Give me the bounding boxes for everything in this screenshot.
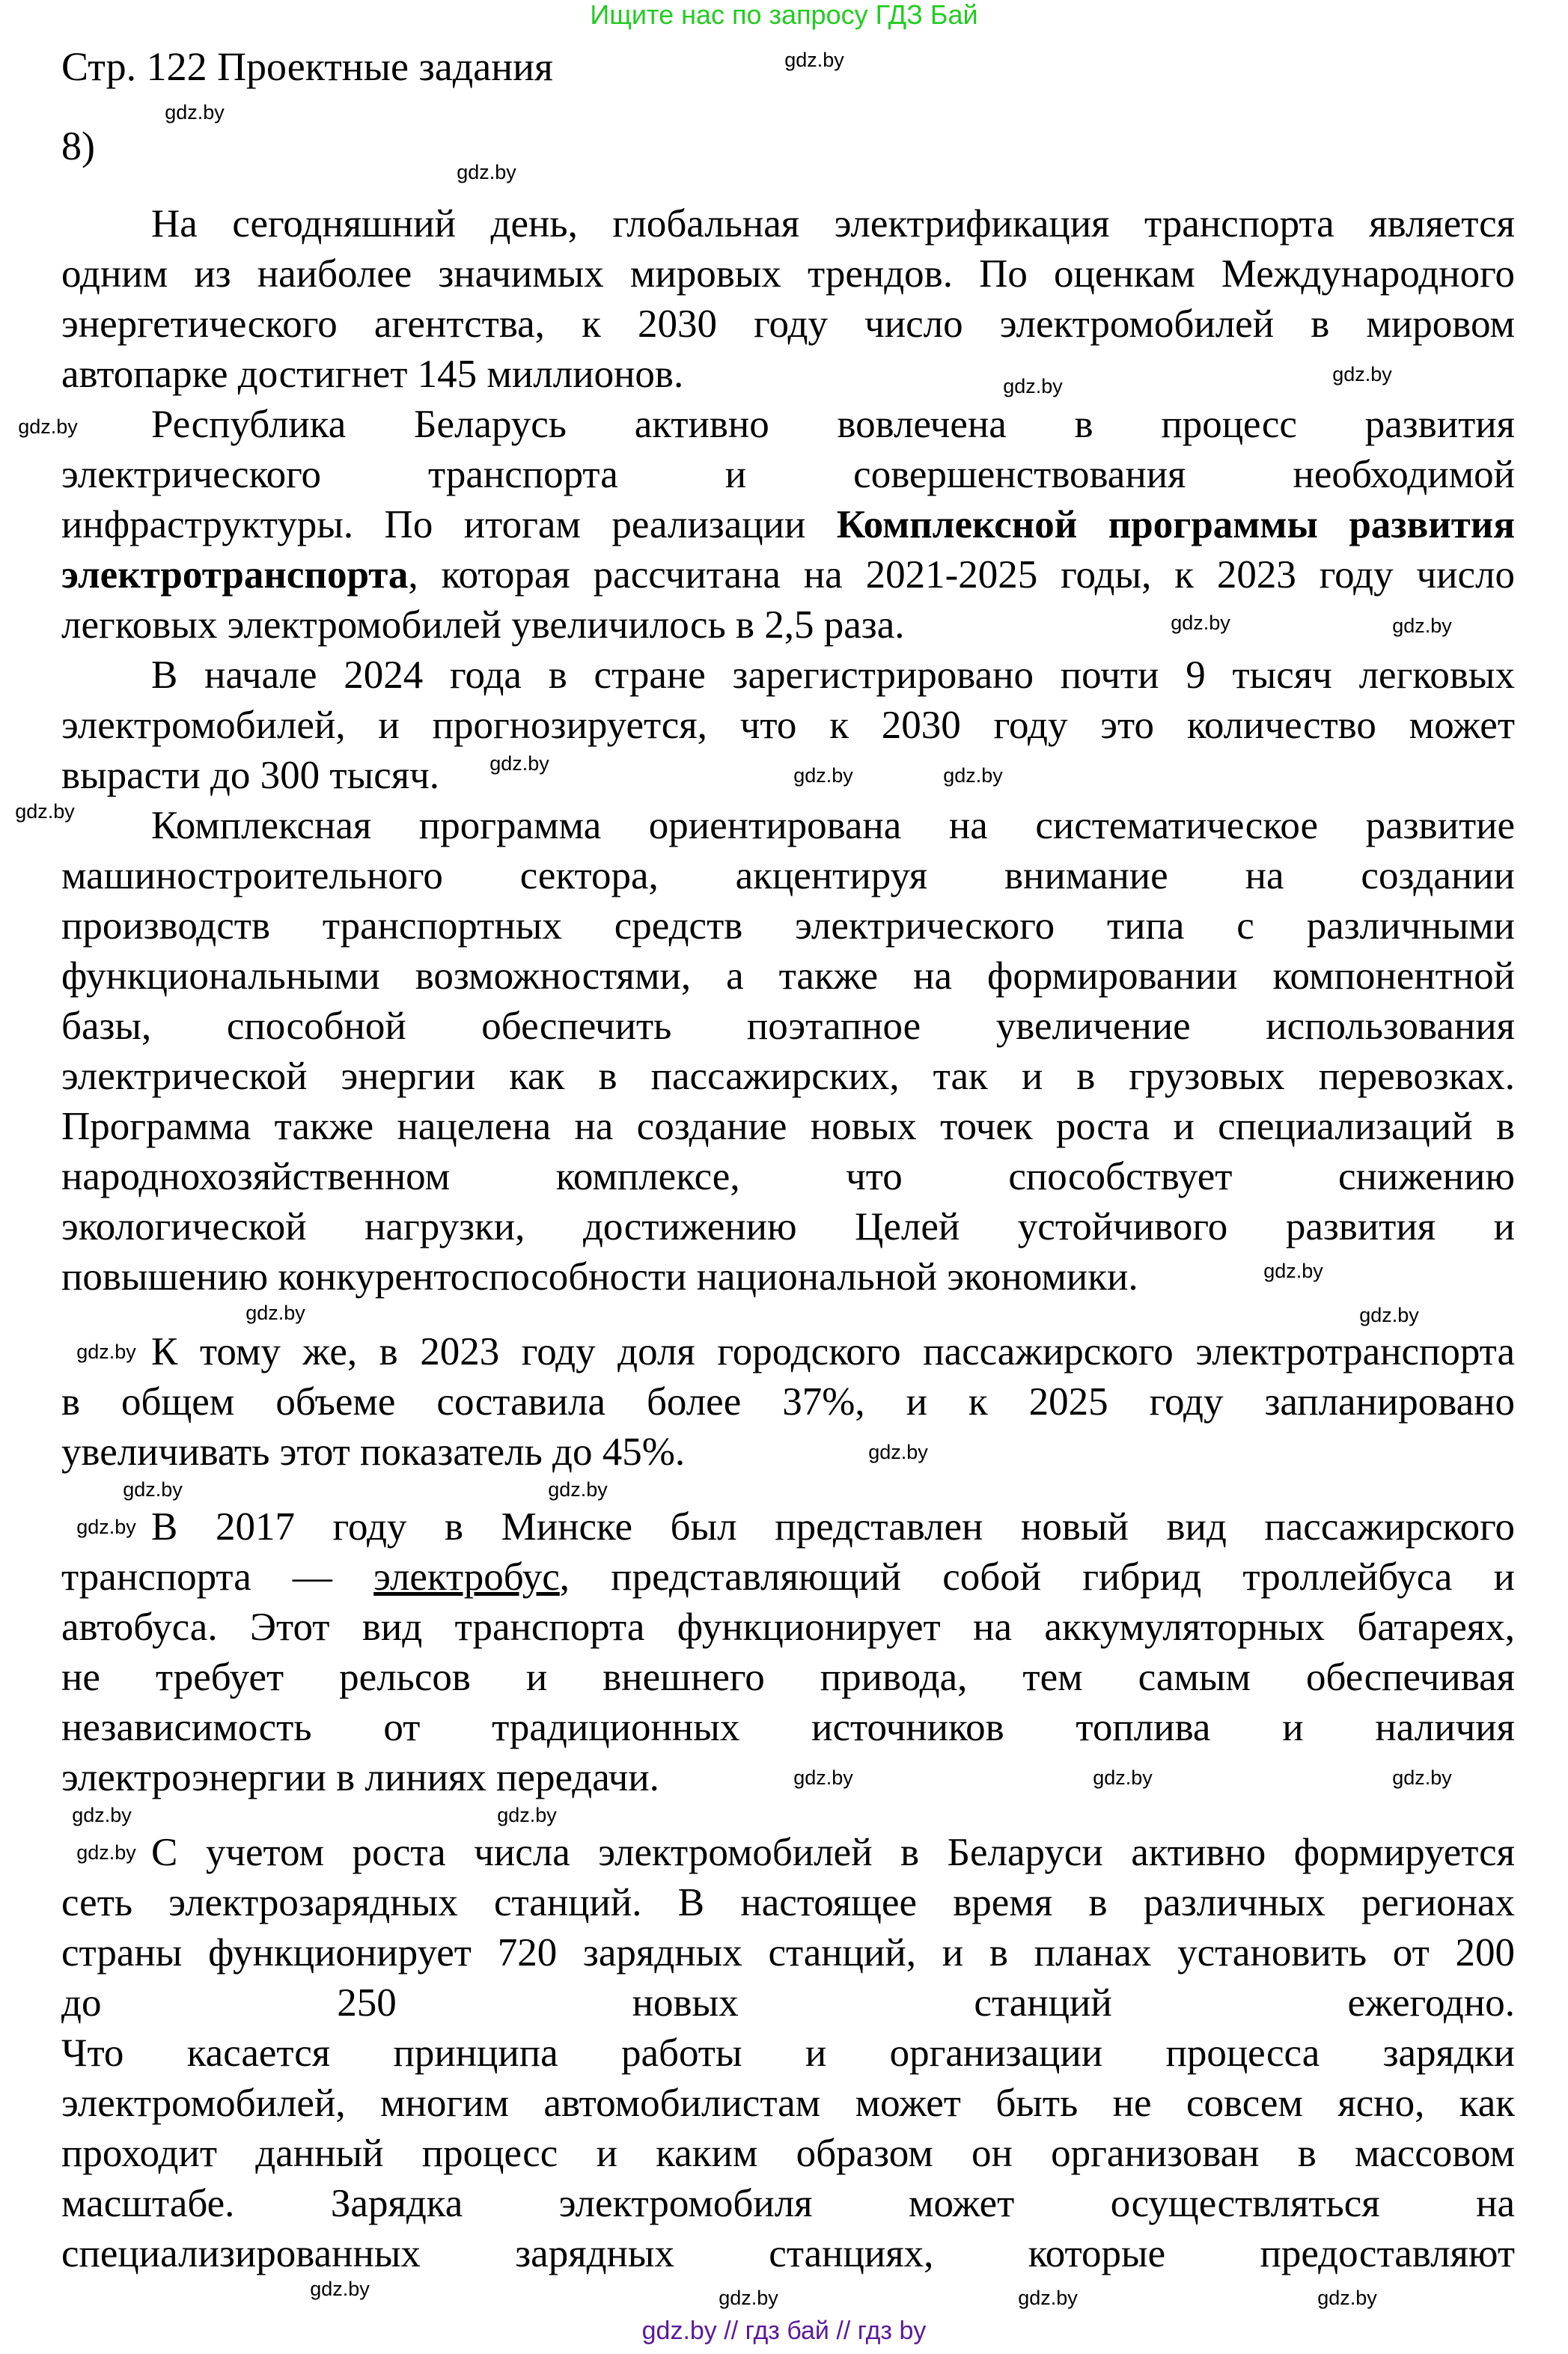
watermark: gdz.by <box>1332 363 1392 385</box>
text-segment: базы, способной обеспечить поэтапное увеличение использования <box>61 1004 1515 1048</box>
task-number: 8) <box>61 124 95 168</box>
text-segment: электроэнергии в линиях передачи. <box>61 1756 659 1799</box>
text-line <box>61 500 1515 550</box>
text-line <box>61 1978 1515 2028</box>
watermark: gdz.by <box>1018 2287 1078 2309</box>
watermark: gdz.by <box>1392 615 1452 637</box>
text-line <box>61 851 1515 901</box>
text-segment: экологической нагрузки, достижению Целей устойчивого развития и <box>61 1205 1515 1248</box>
watermark: gdz.by <box>793 1766 853 1789</box>
watermark: gdz.by <box>1263 1260 1323 1282</box>
text-line <box>61 2229 1515 2279</box>
text-segment: масштабе. Зарядка электромобиля может осуществляться на <box>61 2182 1515 2225</box>
watermark: gdz.by <box>784 49 844 71</box>
text-line <box>61 1878 1515 1928</box>
paragraph <box>61 1828 1515 2279</box>
text-segment: инфраструктуры. По итогам реализации <box>61 503 837 546</box>
paragraph <box>61 1502 1515 1803</box>
watermark: gdz.by <box>1359 1304 1419 1326</box>
paragraph <box>61 199 1515 400</box>
text-line <box>61 2028 1515 2079</box>
text-line <box>61 600 1515 650</box>
bold-text: Комплексной программы развития <box>836 503 1515 546</box>
underlined-term: электробус <box>373 1555 560 1599</box>
text-line <box>61 1753 1515 1803</box>
paragraph <box>61 650 1515 801</box>
text-segment: народнохозяйственном комплексе, что способствует снижению <box>61 1155 1515 1198</box>
text-line <box>61 751 1515 801</box>
paragraph <box>61 801 1515 1302</box>
text-line <box>61 1202 1515 1252</box>
text-line <box>61 650 1515 701</box>
text-segment: одним из наиболее значимых мировых трендов. По оценкам Международного <box>61 252 1515 296</box>
text-line <box>61 1502 1515 1552</box>
watermark: gdz.by <box>245 1302 305 1324</box>
watermark: gdz.by <box>1317 2287 1377 2309</box>
watermark: gdz.by <box>123 1478 183 1501</box>
watermark: gdz.by <box>1003 375 1063 397</box>
text-segment: К тому же, в 2023 году доля городского пассажирского электротранспорта <box>151 1330 1515 1373</box>
text-line <box>61 299 1515 350</box>
watermark: gdz.by <box>1171 612 1230 634</box>
page-title: Стр. 122 Проектные задания <box>61 44 553 89</box>
text-segment: энергетического агентства, к 2030 году число электромобилей в мировом <box>61 302 1515 346</box>
text-line <box>61 1928 1515 1978</box>
text-segment: в общем объеме составила более 37%, и к 2025 году запланировано <box>61 1380 1515 1424</box>
site-banner: Ищите нас по запросу ГДЗ Бай <box>590 0 978 30</box>
watermark: gdz.by <box>165 101 225 124</box>
text-line <box>61 2129 1515 2179</box>
answer-text <box>61 199 1515 2279</box>
text-segment: На сегодняшний день, глобальная электрификация транспорта является <box>151 202 1515 246</box>
watermark: gdz.by <box>457 161 516 183</box>
text-segment: до 250 новых станций ежегодно. <box>61 1981 1515 2025</box>
text-segment: производств транспортных средств электрического типа с различными <box>61 904 1515 948</box>
text-line <box>61 1102 1515 1152</box>
watermark: gdz.by <box>18 415 78 438</box>
text-segment: специализированных зарядных станциях, которые предоставляют <box>61 2232 1515 2275</box>
text-segment: вырасти до 300 тысяч. <box>61 754 440 797</box>
watermark: gdz.by <box>548 1478 608 1501</box>
watermark: gdz.by <box>489 752 549 775</box>
text-segment: В начале 2024 года в стране зарегистрировано почти 9 тысяч легковых <box>151 653 1515 697</box>
site-footer: gdz.by // гдз бай // гдз by <box>641 2317 927 2345</box>
text-line <box>61 1427 1515 1478</box>
text-line <box>61 951 1515 1001</box>
watermark: gdz.by <box>15 800 75 823</box>
text-segment: С учетом роста числа электромобилей в Беларуси активно формируется <box>151 1831 1515 1874</box>
watermark: gdz.by <box>76 1841 136 1864</box>
text-segment: автопарке достигнет 145 миллионов. <box>61 353 684 396</box>
text-segment: не требует рельсов и внешнего привода, тем самым обеспечивая <box>61 1656 1515 1699</box>
text-line <box>61 550 1515 600</box>
text-line <box>61 1377 1515 1427</box>
watermark: gdz.by <box>72 1804 132 1826</box>
text-segment: электрической энергии как в пассажирских, так и в грузовых перевозках. <box>61 1055 1515 1098</box>
watermark: gdz.by <box>1093 1766 1153 1789</box>
text-segment: электромобилей, и прогнозируется, что к 2030 году это количество может <box>61 704 1515 747</box>
text-segment: легковых электромобилей увеличилось в 2,5 раза. <box>61 603 905 647</box>
text-line <box>61 450 1515 500</box>
text-segment: электрического транспорта и совершенствования необходимой <box>61 453 1515 496</box>
text-line <box>61 1001 1515 1052</box>
paragraph <box>61 400 1515 650</box>
text-line <box>61 1703 1515 1753</box>
text-line <box>61 1603 1515 1653</box>
text-segment: сеть электрозарядных станций. В настоящее время в различных регионах <box>61 1881 1515 1924</box>
text-line <box>61 701 1515 751</box>
text-segment: увеличивать этот показатель до 45%. <box>61 1430 686 1474</box>
text-segment: автобуса. Этот вид транспорта функционирует на аккумуляторных батареях, <box>61 1606 1515 1649</box>
watermark: gdz.by <box>1392 1766 1452 1789</box>
text-line <box>61 1152 1515 1202</box>
text-line <box>61 400 1515 450</box>
text-segment: электромобилей, многим автомобилистам может быть не совсем ясно, как <box>61 2082 1515 2125</box>
watermark: gdz.by <box>868 1441 928 1463</box>
text-segment: Республика Беларусь активно вовлечена в процесс развития <box>151 403 1515 446</box>
text-line <box>61 1828 1515 1878</box>
paragraph <box>61 1327 1515 1478</box>
text-segment: машиностроительного сектора, акцентируя внимание на создании <box>61 854 1515 897</box>
text-segment: функциональными возможностями, а также на формировании компонентной <box>61 954 1515 998</box>
text-line <box>61 1653 1515 1703</box>
text-line <box>61 249 1515 299</box>
text-line <box>61 1052 1515 1102</box>
watermark: gdz.by <box>310 2278 370 2300</box>
text-segment: В 2017 году в Минске был представлен новый вид пассажирского <box>151 1505 1515 1549</box>
text-segment: , которая рассчитана на 2021-2025 годы, к 2023 году число <box>408 553 1515 597</box>
text-line <box>61 1327 1515 1377</box>
watermark: gdz.by <box>793 764 853 787</box>
text-segment: независимость от традиционных источников топлива и наличия <box>61 1706 1515 1749</box>
text-line <box>61 901 1515 951</box>
text-segment: проходит данный процесс и каким образом он организован в массовом <box>61 2132 1515 2175</box>
text-segment: Программа также нацелена на создание новых точек роста и специализаций в <box>61 1105 1515 1148</box>
text-line <box>61 2079 1515 2129</box>
text-line <box>61 350 1515 400</box>
watermark: gdz.by <box>943 764 1003 787</box>
watermark: gdz.by <box>497 1804 557 1826</box>
text-segment: , представляющий собой гибрид троллейбуса и <box>559 1555 1515 1599</box>
text-segment: Комплексная программа ориентирована на систематическое развитие <box>151 804 1515 847</box>
text-line <box>61 1552 1515 1603</box>
text-segment: страны функционирует 720 зарядных станций, и в планах установить от 200 <box>61 1931 1515 1975</box>
text-line <box>61 801 1515 851</box>
watermark: gdz.by <box>719 2287 778 2309</box>
bold-text: электротранспорта <box>61 553 409 597</box>
text-line <box>61 2179 1515 2229</box>
watermark: gdz.by <box>76 1341 136 1363</box>
text-segment: повышению конкурентоспособности национальной экономики. <box>61 1255 1138 1299</box>
text-segment: Что касается принципа работы и организации процесса зарядки <box>61 2031 1515 2075</box>
text-segment: транспорта — <box>61 1555 374 1599</box>
text-line <box>61 199 1515 249</box>
watermark: gdz.by <box>76 1516 136 1538</box>
